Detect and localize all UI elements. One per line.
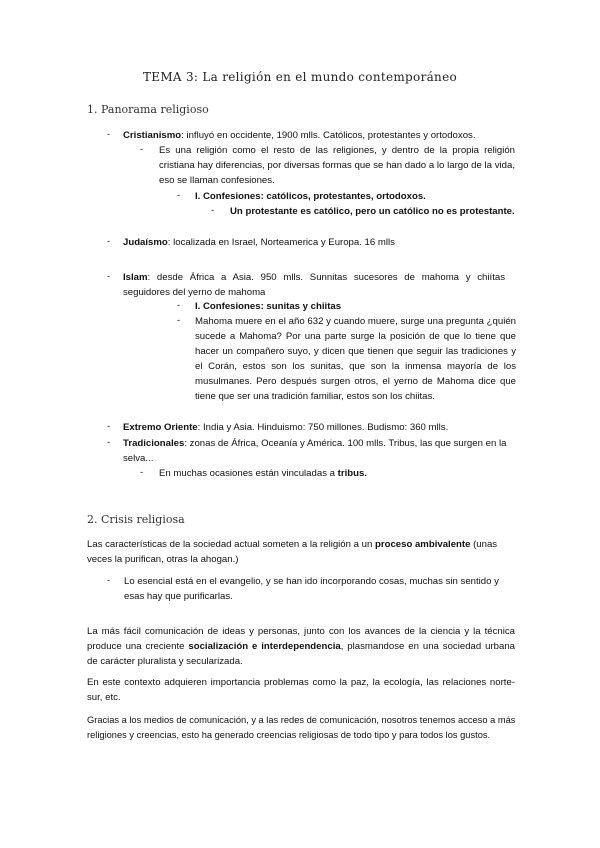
text-islam: : desde África a Asia. 950 mlls. Sunnitas sucesores de mahoma y chiítas seguidores del yerno de mahoma bbox=[123, 272, 505, 298]
item-islam bbox=[123, 270, 505, 300]
bullet-evangelio: Lo esencial está en el evangelio, y se han ido incorporando cosas, muchas sin sentido y esas hay que purificarlas. bbox=[124, 576, 499, 602]
confesiones-cristianismo: I. Confesiones: católicos, protestantes, ortodoxos. bbox=[195, 191, 426, 202]
section-heading-panorama: 1. Panorama religioso bbox=[87, 103, 209, 116]
text-extremo-oriente: : India y Asia. Hinduismo: 750 millones. Budismo: 360 mlls. bbox=[197, 422, 449, 433]
paragraph-contexto: En este contexto adquieren importancia problemas como la paz, la ecología, las relaciones norte-sur, etc. bbox=[87, 677, 515, 703]
sub-tradicionales-bold: tribus. bbox=[337, 468, 367, 479]
text-cristianismo: : influyó en occidente, 1900 mlls. Católicos, protestantes y ortodoxos. bbox=[181, 130, 476, 141]
bullet-dash: - bbox=[177, 300, 181, 311]
term-extremo-oriente: Extremo Oriente bbox=[123, 422, 198, 433]
term-islam: Islam bbox=[123, 272, 148, 283]
text-judaismo: : localizada en Israel, Norteamerica y Europa. 16 mlls bbox=[167, 237, 395, 248]
bullet-dash: - bbox=[177, 315, 181, 326]
sub-tradicionales bbox=[159, 466, 515, 481]
sub-cristianismo: Es una religión como el resto de las religiones, y dentro de la propia religión cristiana hay diferencias, por diversas formas que se han dado a lo largo de la vida, eso se llaman confesiones. bbox=[159, 145, 515, 186]
bullet-dash: - bbox=[177, 190, 181, 201]
nota-cristianismo: Un protestante es católico, pero un católico no es protestante. bbox=[230, 206, 515, 217]
bullet-dash: - bbox=[211, 205, 215, 216]
p1-bold: proceso ambivalente bbox=[374, 539, 471, 550]
bullet-dash: - bbox=[107, 421, 111, 432]
p2-text: La más fácil comunicación de ideas y personas, junto con los avances de la ciencia y la técnica produce una creciente bbox=[87, 626, 515, 652]
bullet-dash: - bbox=[107, 129, 111, 140]
paragraph-ambivalente bbox=[87, 537, 517, 567]
bullet-dash: - bbox=[107, 575, 111, 586]
p2-bold: socialización e interdependencia bbox=[188, 641, 341, 652]
bullet-dash: - bbox=[140, 144, 144, 155]
p1-post: (unas veces la purifican, otras la ahogan.) bbox=[87, 539, 498, 565]
page-title: TEMA 3: La religión en el mundo contemporáneo bbox=[142, 70, 458, 84]
confesiones-islam: I. Confesiones: sunitas y chiitas bbox=[195, 301, 342, 312]
sub-islam: Mahoma muere en el año 632 y cuando muere, surge una pregunta ¿quién sucede a Mahoma? Por una parte surge la posición de que lo tiene que hacer un compañero suyo, y dicen que tienen que seguir las tradiciones y el Corán, estos son los sunitas, que son la inmensa mayoría de los musulmanes. Pero después surgen otros, el yerno de Mahoma dice que tiene que ser una tradición familiar, estos son los chiitas. bbox=[195, 316, 516, 402]
sub-tradicionales-text: En muchas ocasiones están vinculadas a bbox=[159, 468, 338, 479]
term-tradicionales: Tradicionales bbox=[123, 438, 185, 449]
section-heading-crisis: 2. Crisis religiosa bbox=[87, 513, 185, 526]
paragraph-socializacion bbox=[87, 624, 515, 669]
item-judaismo bbox=[123, 235, 503, 250]
p2-post: , plasmandose en una sociedad urbana de carácter pluralista y secularizada. bbox=[87, 641, 515, 667]
text-tradicionales: : zonas de África, Oceanía y América. 100 mlls. Tribus, las que surgen en la selva... bbox=[123, 438, 507, 464]
bullet-dash: - bbox=[140, 467, 144, 478]
term-judaismo: Judaísmo bbox=[123, 237, 168, 248]
p1-text: Las características de la sociedad actual someten a la religión a un bbox=[87, 539, 375, 550]
paragraph-medios: Gracias a los medios de comunicación, y a las redes de comunicación, nosotros tenemos acceso a más religiones y creencias, esto ha generado creencias religiosas de todo tipo y para todos los gustos. bbox=[87, 715, 516, 740]
term-cristianismo: Cristianismo bbox=[123, 130, 182, 141]
bullet-dash: - bbox=[107, 437, 111, 448]
item-tradicionales bbox=[123, 436, 515, 466]
item-extremo-oriente bbox=[123, 420, 513, 435]
item-cristianismo bbox=[123, 128, 503, 143]
bullet-dash: - bbox=[107, 271, 111, 282]
bullet-dash: - bbox=[107, 236, 111, 247]
